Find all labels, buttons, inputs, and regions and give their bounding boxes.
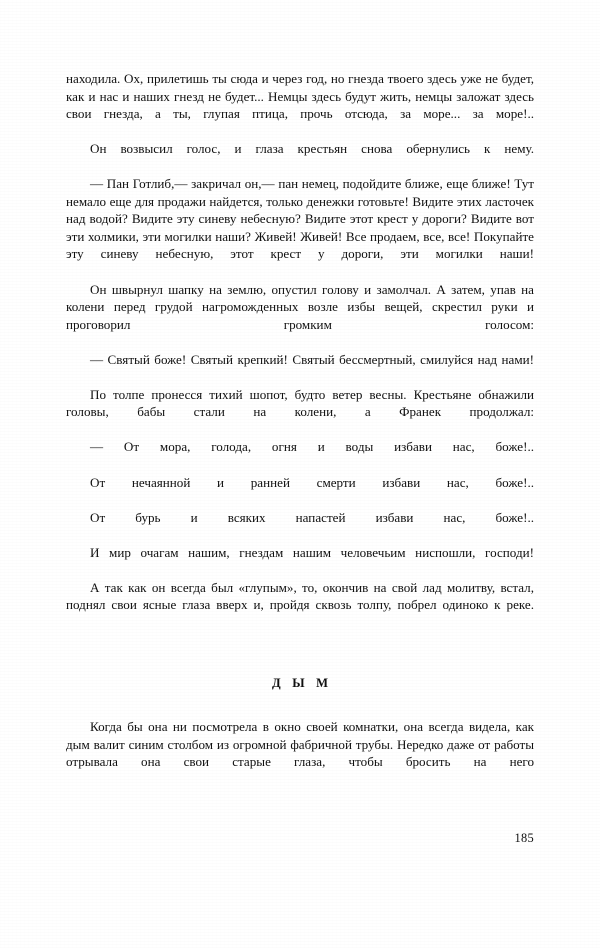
dialogue-line: От нечаянной и ранней смерти избави нас, боже!..: [90, 474, 534, 490]
story-title: Д Ы М: [271, 675, 333, 690]
dialogue-line: — Святый боже! Святый крепкий! Святый бессмертный, смилуйся над нами!: [90, 351, 534, 367]
section-spacer: [66, 632, 534, 675]
page-number: 185: [514, 831, 534, 845]
text-column: [66, 70, 534, 788]
dialogue-line: — От мора, голода, огня и воды избави нас, боже!..: [90, 439, 534, 455]
paragraph: Он швырнул шапку на землю, опустил голову и замолчал. А затем, упав на колени перед грудой нагроможденных возле избы вещей, скрестил руки и проговорил громким голосом:: [66, 281, 534, 332]
previous-story-body: [66, 70, 534, 632]
paragraph: Когда бы она ни посмотрела в окно своей комнатки, она всегда видела, как дым валит синим столбом из огромной фабричной трубы. Нередко даже от работы отрывала она свои старые глаза, чтобы бросить на него: [66, 719, 534, 770]
paragraph: А так как он всегда был «глупым», то, окончив на свой лад молитву, встал, поднял свои ясные глаза вверх и, пройдя сквозь толпу, побрел одиноко к реке.: [66, 579, 534, 613]
dialogue-line: И мир очагам нашим, гнездам нашим человечьим ниспошли, господи!: [90, 544, 534, 560]
dialogue-line: — Пан Готлиб,— закричал он,— пан немец, подойдите ближе, еще ближе! Тут немало еще для продажи найдется, только денежки готовьте! Видите этих ласточек над водой? Видите эту синеву небесную? Видите этот крест у дороги? Видите вот эти холмики, эти могилки наши? Живей! Живей! Все продаем, все, все! Покупайте эту синеву небесную, этот крест у дороги, эти могилки наши!: [66, 176, 534, 262]
paragraph: находила. Ох, прилетишь ты сюда и через год, но гнезда твоего здесь уже не будет, как и нас и наших гнезд не будет... Немцы здесь будут жить, немцы заложат здесь свои гнезда, а ты, глупая птица, прочь отсюда, за море... за море!..: [66, 71, 534, 122]
paragraph: Он возвысил голос, и глаза крестьян снова обернулись к нему.: [90, 141, 534, 157]
dialogue-line: От бурь и всяких напастей избави нас, боже!..: [90, 509, 534, 525]
new-story: [66, 675, 534, 789]
paragraph: По толпе пронесся тихий шопот, будто ветер весны. Крестьяне обнажили головы, бабы стали на колени, а Франек продолжал:: [66, 386, 534, 420]
title-spacer: [66, 692, 534, 718]
